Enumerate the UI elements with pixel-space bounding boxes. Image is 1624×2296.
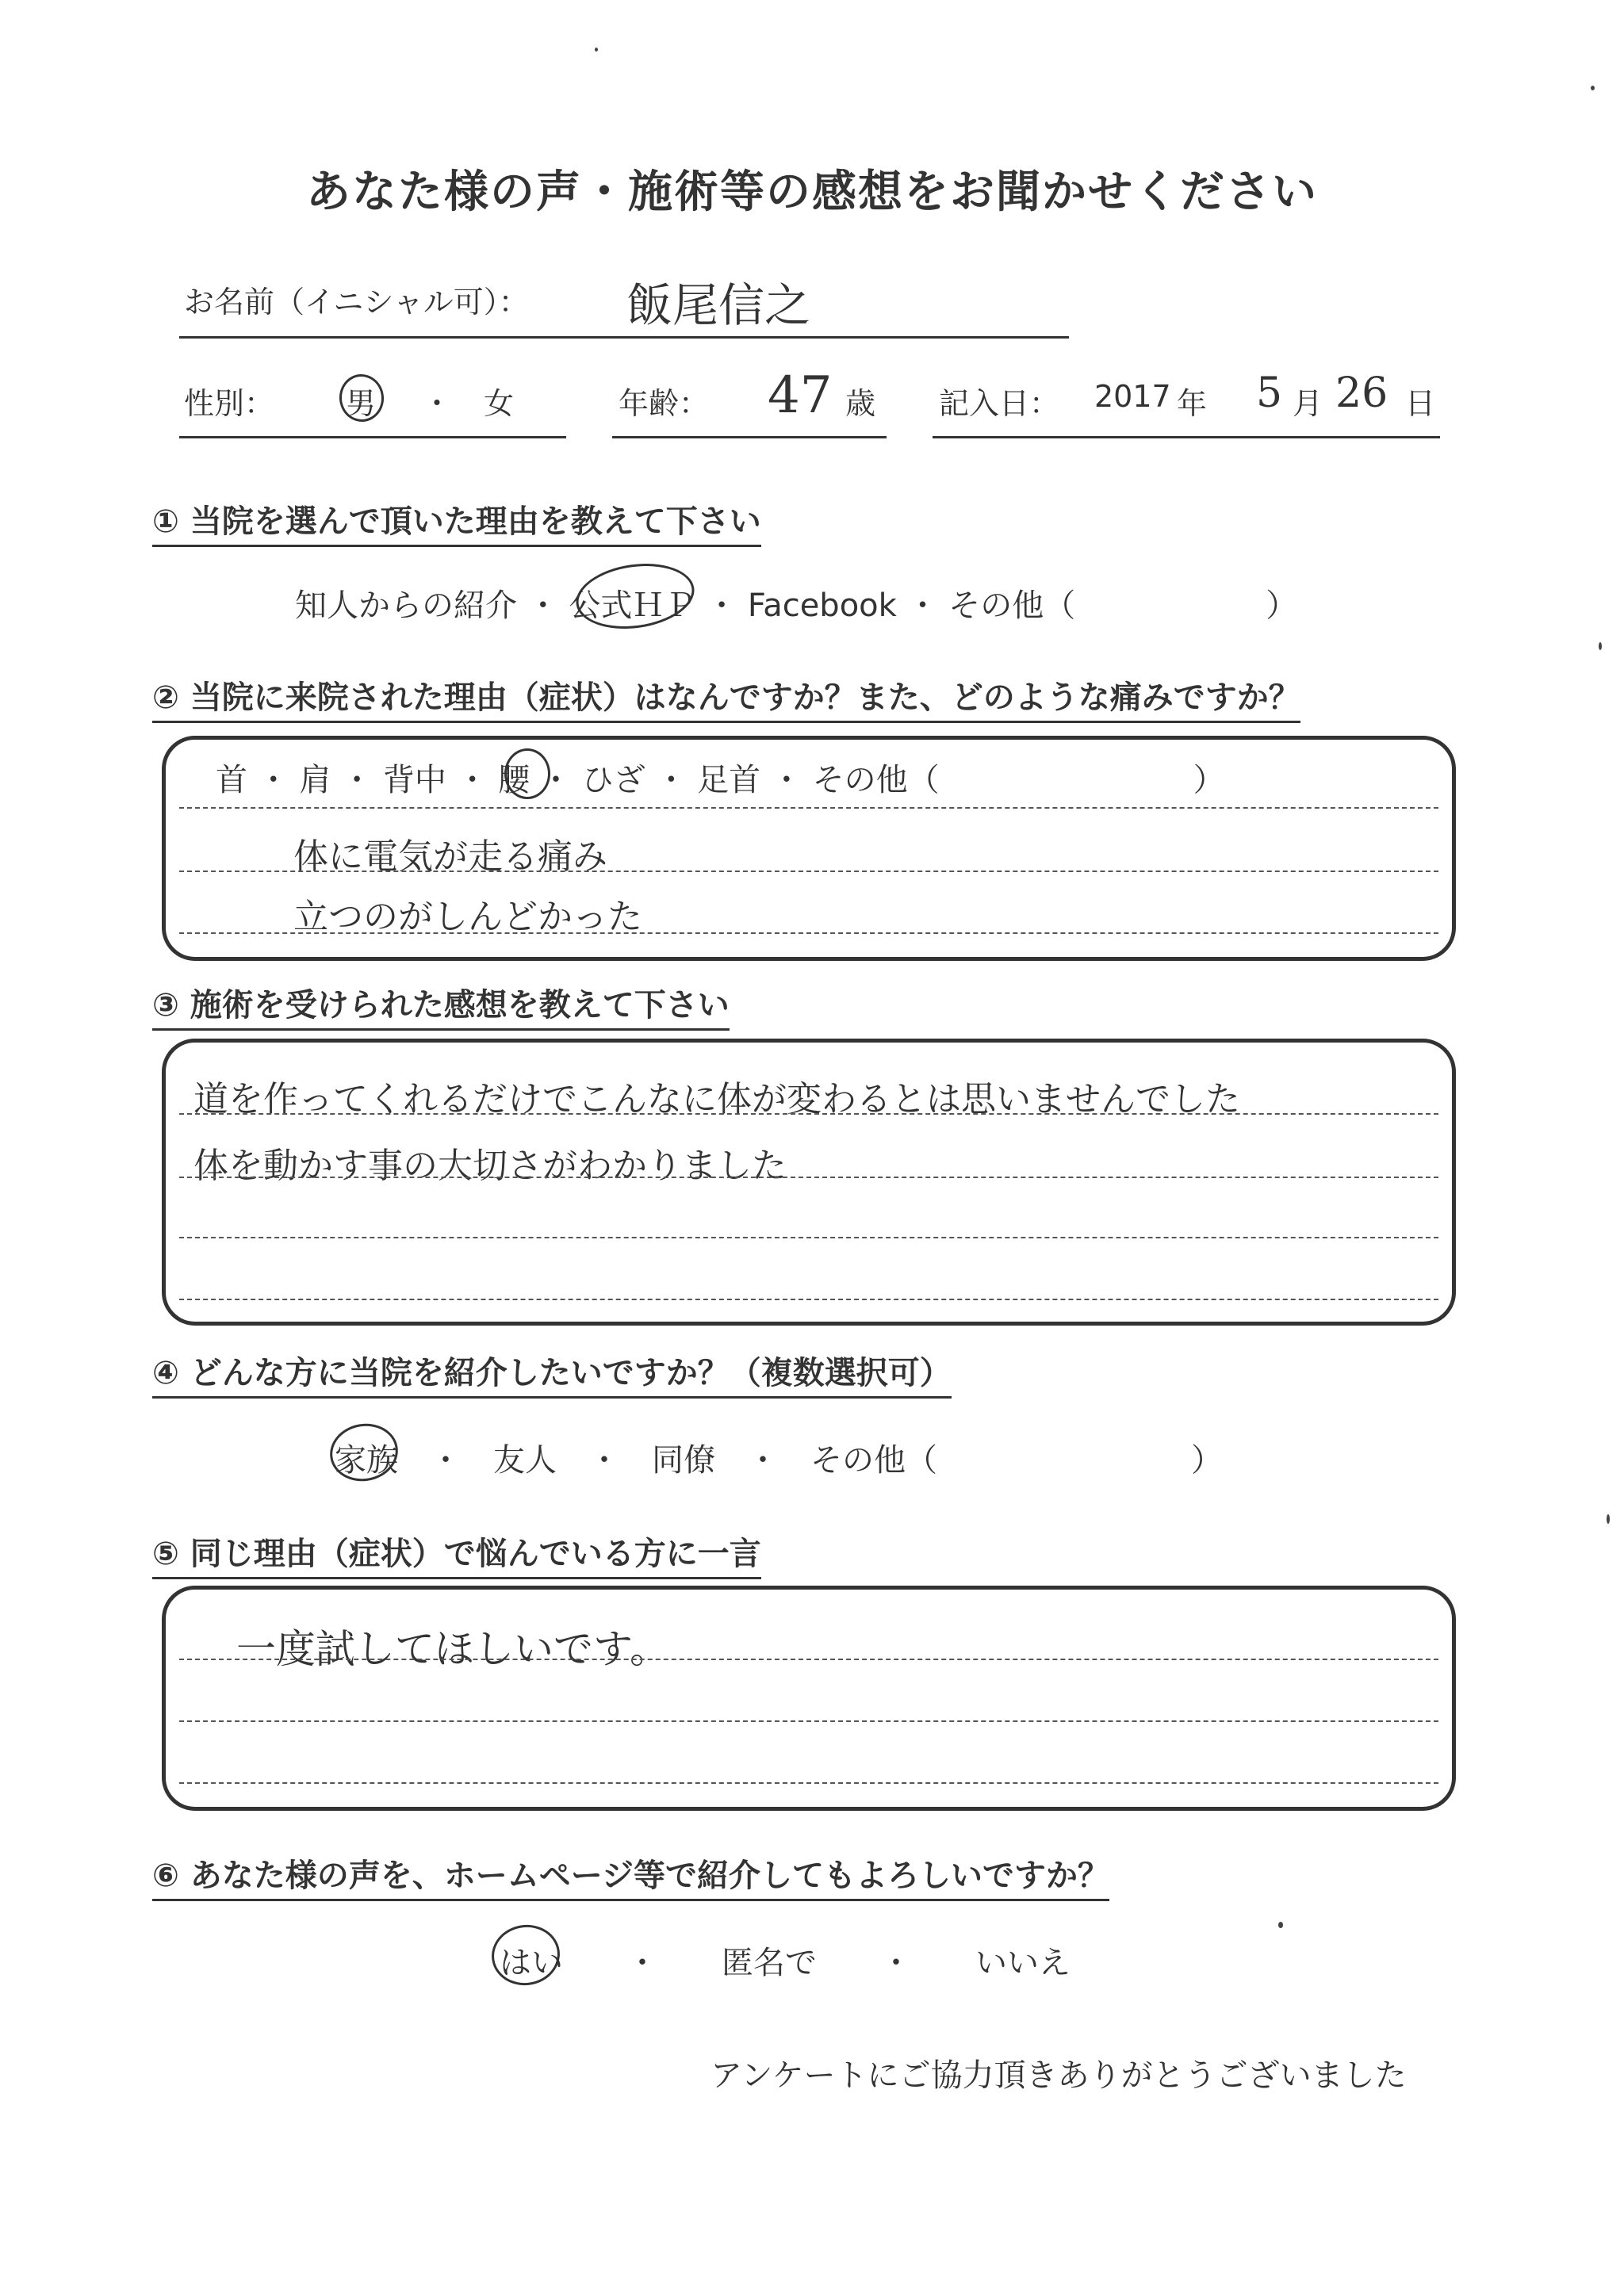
name-handwritten: 飯尾信之 <box>626 278 811 332</box>
date-day-handwritten: 26 <box>1335 369 1388 417</box>
q2-answer-line2: 立つのがしんどかった <box>293 897 642 937</box>
age-label: 年齢： <box>619 386 710 421</box>
name-underline <box>179 336 1069 339</box>
q5-answer-line1: 一度試してほしいです。 <box>236 1626 669 1672</box>
q5-heading: ⑤ 同じ理由（症状）で悩んでいる方に一言 <box>152 1529 761 1579</box>
date-month-handwritten: 5 <box>1256 369 1283 417</box>
footer-thanks: アンケートにご協力頂きありがとうございました <box>710 2057 1407 2094</box>
date-underline <box>933 436 1440 438</box>
q3-line-3 <box>179 1237 1438 1238</box>
q4-options: 家族 ・ 友人 ・ 同僚 ・ その他（ ） <box>335 1442 1223 1479</box>
q5-line-3 <box>179 1782 1438 1784</box>
q4-heading: ④ どんな方に当院を紹介したいですか？（複数選択可） <box>152 1348 952 1399</box>
scan-speck <box>1607 1514 1610 1524</box>
q2-line-2 <box>179 871 1438 872</box>
sex-female: 女 <box>484 386 515 421</box>
q2-options: 首 ・ 肩 ・ 背中 ・ 腰 ・ ひざ ・ 足首 ・ その他（ ） <box>216 762 1225 798</box>
q1-options: 知人からの紹介 ・ 公式ＨＰ ・ Facebook ・ その他（ ） <box>295 587 1298 624</box>
q3-answer-line1: 道を作ってくれるだけでこんなに体が変わるとは思いませんでした <box>193 1079 1240 1119</box>
q5-line-1 <box>179 1659 1438 1660</box>
q3-answer-line2: 体を動かす事の大切さがわかりました <box>193 1146 787 1186</box>
sex-label: 性別： <box>184 386 275 421</box>
q3-line-4 <box>179 1299 1438 1300</box>
name-label: お名前（イニシャル可）： <box>184 285 529 320</box>
sex-male: 男 <box>346 386 377 421</box>
q6-options: はい ・ 匿名で ・ いいえ <box>500 1945 1071 1981</box>
q2-heading: ② 当院に来院された理由（症状）はなんですか？また、どのような痛みですか？ <box>152 672 1300 723</box>
age-suffix: 歳 <box>845 386 876 421</box>
form-title: あなた様の声・施術等の感想をお聞かせください <box>306 166 1318 218</box>
scan-speck <box>595 48 598 52</box>
age-handwritten: 47 <box>768 366 833 425</box>
q2-answer-line1: 体に電気が走る痛み <box>293 836 607 877</box>
sex-underline <box>179 436 566 438</box>
date-year-unit: 年 <box>1177 386 1208 421</box>
scan-speck <box>1599 642 1602 650</box>
q3-line-1 <box>179 1113 1438 1115</box>
q3-line-2 <box>179 1177 1438 1178</box>
date-year: 2017 <box>1094 379 1171 414</box>
sex-separator: ・ <box>422 386 453 421</box>
male-selection-circle <box>337 372 386 424</box>
date-month-unit: 月 <box>1293 386 1323 421</box>
q6-heading: ⑥ あなた様の声を、ホームページ等で紹介してもよろしいですか？ <box>152 1850 1109 1901</box>
age-underline <box>612 436 887 438</box>
q5-line-2 <box>179 1720 1438 1722</box>
q2-selection-circle <box>504 748 550 799</box>
q1-heading: ① 当院を選んで頂いた理由を教えて下さい <box>152 496 761 547</box>
q2-line-3 <box>179 932 1438 934</box>
date-label: 記入日： <box>939 386 1060 421</box>
date-day-unit: 日 <box>1405 386 1436 421</box>
q2-line-1 <box>179 807 1438 809</box>
scan-speck <box>1591 86 1595 90</box>
q3-heading: ③ 施術を受けられた感想を教えて下さい <box>152 980 730 1031</box>
scan-speck <box>1278 1922 1283 1928</box>
